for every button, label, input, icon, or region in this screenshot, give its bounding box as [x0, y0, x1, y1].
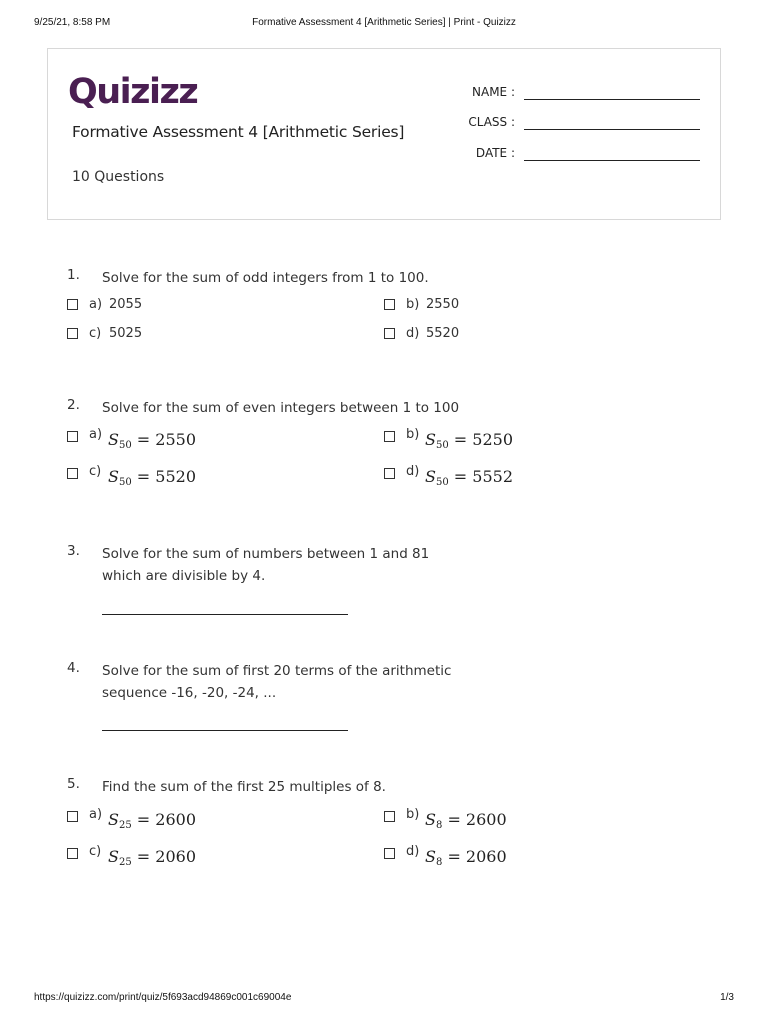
option-value: 5520: [426, 326, 460, 341]
option-1a[interactable]: [67, 297, 347, 317]
print-header: [34, 17, 734, 31]
option-formula: $S_{50} = 2550$: [108, 430, 197, 451]
option-5b[interactable]: [384, 809, 664, 829]
checkbox[interactable]: [384, 328, 395, 339]
name-label: NAME :: [472, 85, 515, 99]
checkbox[interactable]: [384, 848, 395, 859]
checkbox[interactable]: [384, 468, 395, 479]
option-2b[interactable]: [384, 429, 664, 449]
question-4: [67, 660, 707, 704]
option-2a[interactable]: [67, 429, 347, 449]
name-line[interactable]: [524, 99, 700, 100]
checkbox[interactable]: [67, 811, 78, 822]
question-3: [67, 543, 707, 587]
option-1c[interactable]: [67, 326, 347, 346]
option-formula: $S_{25} = 2600$: [108, 810, 197, 831]
checkbox[interactable]: [67, 468, 78, 479]
option-letter: a): [89, 807, 103, 822]
print-footer: [34, 992, 734, 1006]
option-value: 2055: [109, 297, 143, 312]
class-label: CLASS :: [468, 115, 515, 129]
question-number: 3.: [67, 543, 80, 559]
question-1: [67, 267, 707, 289]
name-field[interactable]: [48, 83, 720, 103]
option-letter: b): [406, 807, 420, 822]
question-number: 1.: [67, 267, 80, 283]
checkbox[interactable]: [384, 811, 395, 822]
option-formula: $S_8 = 2600$: [425, 810, 507, 831]
option-formula: $S_8 = 2060$: [425, 847, 507, 868]
question-number: 2.: [67, 397, 80, 413]
question-number: 4.: [67, 660, 80, 676]
svg-text:Quizizz: Quizizz: [68, 72, 198, 111]
option-letter: d): [406, 844, 420, 859]
class-line[interactable]: [524, 129, 700, 130]
option-5c[interactable]: [67, 846, 347, 866]
option-letter: d): [406, 464, 420, 479]
checkbox[interactable]: [67, 431, 78, 442]
question-text: Solve for the sum of numbers between 1 and 81 which are divisible by 4.: [102, 546, 430, 584]
option-2c[interactable]: [67, 466, 347, 486]
question-text: Solve for the sum of odd integers from 1 to 100.: [102, 270, 429, 286]
checkbox[interactable]: [384, 299, 395, 310]
quiz-title: Formative Assessment 4 [Arithmetic Series]: [72, 123, 405, 141]
question-count: 10 Questions: [72, 169, 165, 185]
option-letter: c): [89, 326, 102, 341]
option-letter: c): [89, 464, 102, 479]
question-text: Find the sum of the first 25 multiples of 8.: [102, 779, 386, 795]
option-letter: d): [406, 326, 420, 341]
option-2d[interactable]: [384, 466, 664, 486]
checkbox[interactable]: [67, 299, 78, 310]
question-2: [67, 397, 707, 419]
question-5: [67, 776, 707, 798]
option-formula: $S_{50} = 5250$: [425, 430, 514, 451]
print-datetime: 9/25/21, 8:58 PM: [34, 17, 111, 28]
option-formula: $S_{50} = 5520$: [108, 467, 197, 488]
answer-line-4[interactable]: [102, 730, 348, 731]
class-field[interactable]: [48, 113, 720, 133]
option-letter: a): [89, 297, 103, 312]
date-label: DATE :: [475, 146, 515, 160]
option-formula: $S_{50} = 5552$: [425, 467, 514, 488]
checkbox[interactable]: [384, 431, 395, 442]
option-5a[interactable]: [67, 809, 347, 829]
checkbox[interactable]: [67, 848, 78, 859]
option-5d[interactable]: [384, 846, 664, 866]
option-letter: b): [406, 297, 420, 312]
page-number: 1/3: [720, 992, 734, 1003]
quiz-header-card: [47, 48, 721, 220]
option-letter: c): [89, 844, 102, 859]
print-url[interactable]: https://quizizz.com/print/quiz/5f693acd94869c001c69004e: [34, 992, 292, 1003]
question-text: Solve for the sum of first 20 terms of the arithmetic sequence -16, -20, -24, ...: [102, 663, 452, 701]
checkbox[interactable]: [67, 328, 78, 339]
date-line[interactable]: [524, 160, 700, 161]
question-number: 5.: [67, 776, 80, 792]
question-text: Solve for the sum of even integers between 1 to 100: [102, 400, 460, 416]
answer-line-3[interactable]: [102, 614, 348, 615]
option-value: 5025: [109, 326, 143, 341]
date-field[interactable]: [48, 144, 720, 164]
option-letter: a): [89, 427, 103, 442]
option-letter: b): [406, 427, 420, 442]
option-1b[interactable]: [384, 297, 664, 317]
option-1d[interactable]: [384, 326, 664, 346]
print-page-title: Formative Assessment 4 [Arithmetic Series] | Print - Quizizz: [252, 17, 516, 28]
option-formula: $S_{25} = 2060$: [108, 847, 197, 868]
option-value: 2550: [426, 297, 460, 312]
